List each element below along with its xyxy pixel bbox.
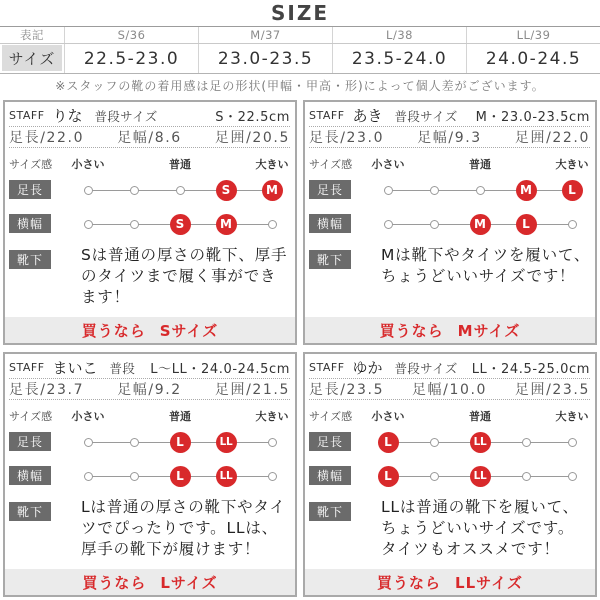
foot-girth-value: 足囲/23.5 — [514, 382, 590, 398]
scale-dot — [130, 220, 139, 229]
row-label-width: 横幅 — [9, 214, 51, 233]
foot-width-value: 足幅/9.3 — [417, 130, 482, 146]
width-fit-mark: M — [216, 214, 237, 235]
recommended-size: LLサイズ — [455, 573, 523, 592]
scale-label-normal: 普通 — [169, 410, 191, 423]
socks-comment — [81, 245, 287, 308]
foot-width-value: 足幅/8.6 — [117, 130, 182, 146]
fit-scale-title: サイズ感 — [9, 410, 53, 423]
scale-dot — [430, 472, 439, 481]
row-label-width: 横幅 — [309, 214, 351, 233]
foot-measurements — [309, 379, 590, 400]
scale-dot — [430, 438, 439, 447]
scale-dot — [84, 438, 93, 447]
foot-girth-value: 足囲/20.5 — [214, 130, 290, 146]
scale-dot — [130, 472, 139, 481]
usual-size-label: 普段サイズ — [94, 108, 158, 124]
scale-label-small: 小さい — [371, 158, 405, 171]
scale-dot — [130, 438, 139, 447]
scale-label-small: 小さい — [71, 158, 105, 171]
usual-size-label: 普段サイズ — [394, 108, 458, 124]
width-fit-mark: L — [516, 214, 537, 235]
length-fit-mark: LL — [470, 432, 491, 453]
size-range-ll: 24.0-24.5 — [466, 44, 600, 73]
comment-line: Mは靴下やタイツを履いて、 — [381, 246, 591, 264]
scale-dot — [384, 186, 393, 195]
foot-measurements — [9, 127, 290, 148]
size-table — [0, 27, 600, 74]
scale-label-large: 大きい — [255, 158, 289, 171]
scale-label-large: 大きい — [555, 158, 589, 171]
width-fit-mark: LL — [216, 466, 237, 487]
recommended-size: Sサイズ — [159, 321, 219, 340]
buy-recommendation-bar — [305, 569, 595, 595]
scale-label-normal: 普通 — [469, 158, 491, 171]
staff-card-yuka — [303, 352, 597, 597]
socks-comment — [81, 497, 286, 560]
scale-dot — [568, 472, 577, 481]
staff-header — [9, 105, 290, 127]
scale-dot — [430, 220, 439, 229]
comment-line: Sは普通の厚さの靴下、厚手 — [81, 246, 288, 264]
socks-comment — [381, 245, 590, 287]
scale-dot — [522, 438, 531, 447]
recommended-size: Mサイズ — [457, 321, 521, 340]
scale-dot — [384, 220, 393, 229]
row-label-length: 足長 — [9, 432, 51, 451]
staff-label: STAFF — [9, 109, 45, 122]
comment-line: 厚手の靴下が履けます！ — [81, 540, 261, 558]
width-fit-mark: L — [170, 466, 191, 487]
comment-line: ます！ — [81, 288, 130, 306]
size-row-label: サイズ — [2, 45, 62, 71]
scale-dot — [568, 438, 577, 447]
length-fit-mark: L — [170, 432, 191, 453]
scale-label-small: 小さい — [371, 410, 405, 423]
size-notation-m: M/37 — [198, 27, 332, 43]
scale-dot — [430, 186, 439, 195]
foot-girth-value: 足囲/21.5 — [214, 382, 290, 398]
usual-size-value: LL・24.5-25.0cm — [471, 362, 590, 377]
comment-line: ちょうどいいサイズです！ — [381, 267, 576, 285]
staff-name: ゆか — [352, 359, 383, 377]
socks-comment — [381, 497, 579, 560]
fit-scale-title: サイズ感 — [309, 158, 353, 171]
staff-header — [309, 357, 590, 379]
scale-label-normal: 普通 — [169, 158, 191, 171]
staff-label: STAFF — [9, 361, 45, 374]
foot-length-value: 足長/22.0 — [9, 130, 85, 146]
foot-width-value: 足幅/9.2 — [117, 382, 182, 398]
scale-dot — [522, 472, 531, 481]
scale-dot — [84, 220, 93, 229]
size-table-size-row — [0, 44, 600, 74]
row-label-length: 足長 — [309, 432, 351, 451]
staff-header — [309, 105, 590, 127]
foot-measurements — [9, 379, 290, 400]
scale-dot — [268, 438, 277, 447]
buy-prefix: 買うなら — [82, 573, 147, 592]
buy-prefix: 買うなら — [379, 321, 444, 340]
length-fit-mark: LL — [216, 432, 237, 453]
usual-size-label: 普段サイズ — [394, 360, 458, 376]
row-label-socks: 靴下 — [9, 502, 51, 521]
length-fit-mark: L — [378, 432, 399, 453]
length-fit-mark: L — [562, 180, 583, 201]
scale-dot — [268, 472, 277, 481]
width-fit-mark: M — [470, 214, 491, 235]
size-table-header-row — [0, 27, 600, 44]
usual-size-value: M・23.0-23.5cm — [475, 110, 590, 125]
buy-recommendation-bar — [5, 569, 295, 595]
staff-card-aki — [303, 100, 597, 345]
staff-name: あき — [352, 107, 383, 125]
comment-line: ツでぴったりです。LLは、 — [81, 519, 278, 537]
scale-dot — [84, 472, 93, 481]
comment-line: のタイツまで履く事ができ — [81, 267, 277, 285]
scale-label-large: 大きい — [255, 410, 289, 423]
fit-disclaimer-note: ※スタッフの靴の着用感は足の形状(甲幅・甲高・形)によって個人差がございます。 — [55, 79, 545, 93]
width-fit-mark: L — [378, 466, 399, 487]
buy-recommendation-bar — [5, 317, 295, 343]
foot-measurements — [309, 127, 590, 148]
staff-header — [9, 357, 290, 379]
staff-card-rina — [3, 100, 297, 345]
size-range-s: 22.5-23.0 — [64, 44, 198, 73]
recommended-size: Lサイズ — [160, 573, 218, 592]
fit-scale-title: サイズ感 — [309, 410, 353, 423]
scale-dot — [176, 186, 185, 195]
size-range-l: 23.5-24.0 — [332, 44, 466, 73]
buy-prefix: 買うなら — [377, 573, 442, 592]
buy-recommendation-bar — [305, 317, 595, 343]
foot-length-value: 足長/23.7 — [9, 382, 85, 398]
row-label-socks: 靴下 — [309, 250, 351, 269]
length-fit-mark: S — [216, 180, 237, 201]
length-fit-mark: M — [516, 180, 537, 201]
comment-line: Lは普通の厚さの靴下やタイ — [81, 498, 286, 516]
buy-prefix: 買うなら — [81, 321, 146, 340]
row-label-length: 足長 — [9, 180, 51, 199]
fit-scale-title: サイズ感 — [9, 158, 53, 171]
row-label-width: 横幅 — [309, 466, 351, 485]
size-notation-l: L/38 — [332, 27, 466, 43]
size-row-header-cell — [0, 44, 64, 73]
row-label-socks: 靴下 — [309, 502, 351, 521]
size-notation-label: 表記 — [20, 28, 44, 42]
scale-label-small: 小さい — [71, 410, 105, 423]
staff-name: りな — [52, 107, 83, 125]
scale-dot — [476, 186, 485, 195]
size-notation-ll: LL/39 — [466, 27, 600, 43]
scale-dot — [84, 186, 93, 195]
comment-line: LLは普通の靴下を履いて、 — [381, 498, 579, 516]
scale-dot — [568, 220, 577, 229]
scale-dot — [130, 186, 139, 195]
size-range-m: 23.0-23.5 — [198, 44, 332, 73]
size-notation-s: S/36 — [64, 27, 198, 43]
scale-label-large: 大きい — [555, 410, 589, 423]
staff-label: STAFF — [309, 361, 345, 374]
comment-line: ちょうどいいサイズです。 — [381, 519, 575, 537]
staff-name: まいこ — [52, 359, 98, 377]
length-fit-mark: M — [262, 180, 283, 201]
usual-size-value: L〜LL・24.0-24.5cm — [150, 362, 290, 377]
page-title: SIZE — [270, 1, 329, 25]
scale-dot — [268, 220, 277, 229]
foot-width-value: 足幅/10.0 — [411, 382, 488, 398]
usual-size-value: S・22.5cm — [215, 110, 290, 125]
staff-label: STAFF — [309, 109, 345, 122]
usual-size-label: 普段 — [109, 360, 136, 376]
scale-label-normal: 普通 — [469, 410, 491, 423]
foot-length-value: 足長/23.0 — [309, 130, 385, 146]
comment-line: タイツもオススメです！ — [381, 540, 560, 558]
width-fit-mark: LL — [470, 466, 491, 487]
staff-card-maiko — [3, 352, 297, 597]
width-fit-mark: S — [170, 214, 191, 235]
row-label-length: 足長 — [309, 180, 351, 199]
foot-length-value: 足長/23.5 — [309, 382, 385, 398]
foot-girth-value: 足囲/22.0 — [514, 130, 590, 146]
row-label-socks: 靴下 — [9, 250, 51, 269]
row-label-width: 横幅 — [9, 466, 51, 485]
